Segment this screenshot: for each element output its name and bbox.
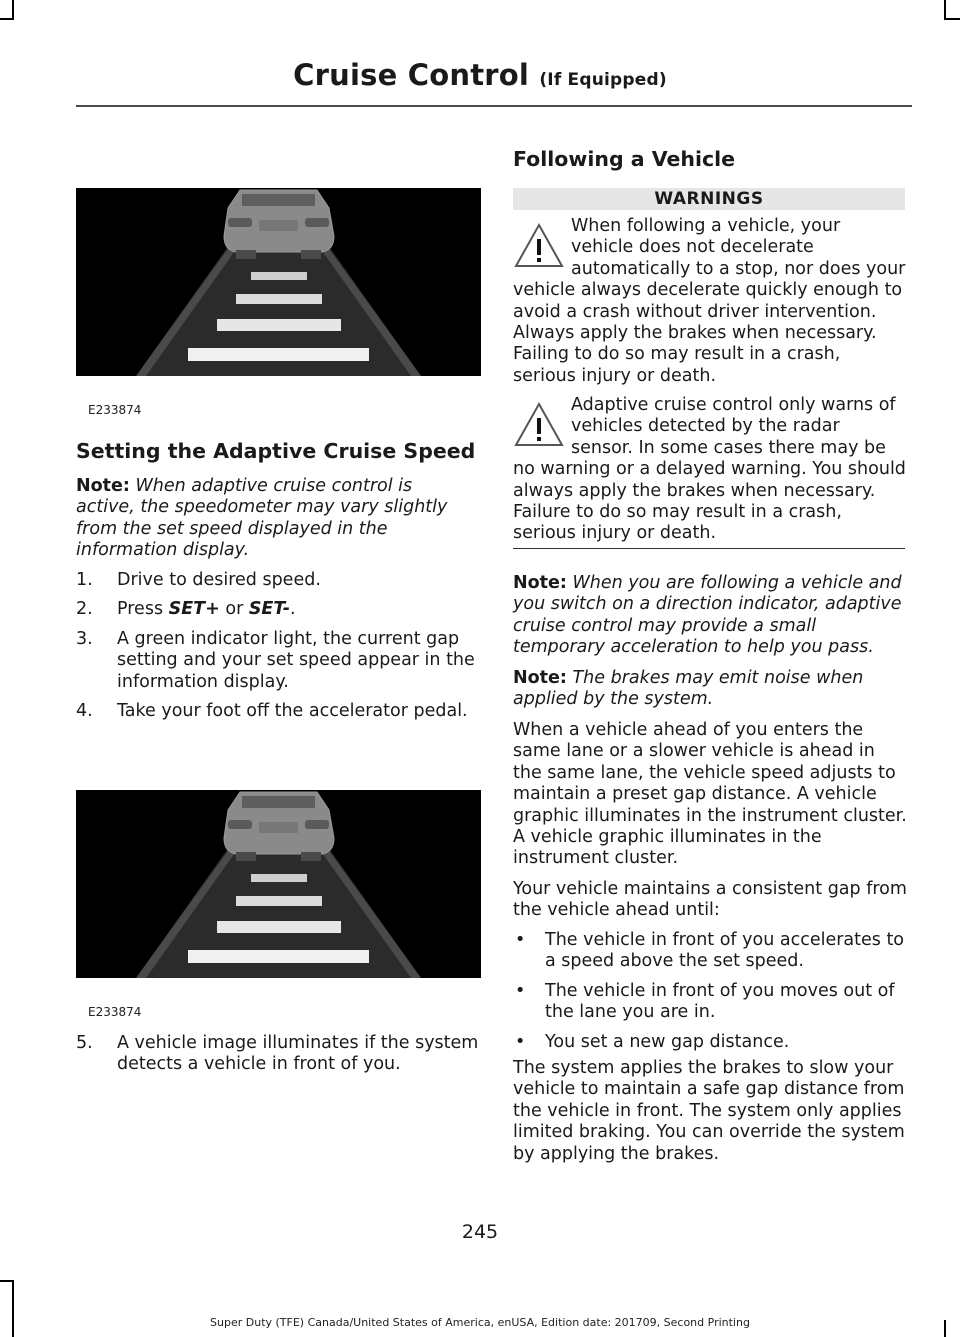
conditions-list [513,930,907,1061]
page-title [0,58,960,92]
note-label: Note: [76,476,130,496]
figure-code-1: E233874 [88,403,142,417]
warning-item [513,395,907,545]
crop-mark-top-left-v [12,0,14,20]
list-item: • The vehicle in front of you moves out of the lane you are in. [515,980,895,1023]
warning-item [513,216,907,387]
list-item: 2. Press SET+ or SET-. [76,599,296,620]
warning-triangle-icon [513,401,565,449]
note-direction-indicator: Note: When you are following a vehicle and you switch on a direction indicator, adaptive cruise control may provide a small temporary acceleration to help you pass. [513,573,902,658]
warnings-divider [513,548,905,549]
list-item: 3. A green indicator light, the current gap setting and your set speed appear in the information display. [76,628,475,692]
note-text: When adaptive cruise control is active, the speedometer may vary slightly from the set speed displayed in the information display. [76,476,448,561]
list-item: 1. Drive to desired speed. [76,570,321,590]
page-title-main: Cruise Control [293,58,530,92]
steps-list-continued [76,1033,486,1084]
page-title-sub: (If Equipped) [539,70,667,90]
warning-text: Adaptive cruise control only warns of vehicles detected by the radar sensor. In some cases there may be no warning or a delayed warning. You should always apply the brakes when necessary. Failure to do so may result in a crash, serious injury or death. [513,395,906,544]
cruise-display-figure-2 [76,790,481,978]
warnings-title: WARNINGS [513,188,905,210]
section-heading-setting-speed: Setting the Adaptive Cruise Speed [76,439,476,463]
list-item: 4. Take your foot off the accelerator pedal. [76,701,468,722]
figure-code-2: E233874 [88,1005,142,1019]
list-item: 5. A vehicle image illuminates if the system detects a vehicle in front of you. [76,1033,479,1075]
crop-mark-top-right-h [944,18,960,20]
cruise-display-figure-1 [76,188,481,376]
warning-triangle-icon [513,222,565,270]
crop-mark-bottom-left-h [0,1280,14,1282]
section-heading-following-vehicle: Following a Vehicle [513,147,736,171]
page-number: 245 [461,1221,499,1243]
crop-mark-top-right-v [944,0,946,20]
list-item: • The vehicle in front of you accelerates to a speed above the set speed. [515,930,905,972]
warning-text: When following a vehicle, your vehicle does not decelerate automatically to a stop, nor does your vehicle always decelerate quickly enough to avoid a crash without driver intervention. Always apply the brakes when necessary. Failing to do so may result in a crash, serious injury or death. [513,216,906,386]
header-rule [76,105,912,107]
note-brake-noise: Note: The brakes may emit noise when applied by the system. [513,668,864,710]
paragraph-braking: The system applies the brakes to slow your vehicle to maintain a safe gap distance from the vehicle in front. The system only applies limited braking. You can override the system by applying the brakes. [513,1058,905,1164]
set-plus-label: SET+ [168,599,220,620]
paragraph-consistent-gap: Your vehicle maintains a consistent gap from the vehicle ahead until: [513,879,907,921]
set-minus-label: SET- [248,599,291,620]
note-adaptive-speedometer [76,476,476,562]
footer-edition: Super Duty (TFE) Canada/United States of America, enUSA, Edition date: 201709, Second Printing [210,1316,750,1329]
paragraph-gap-distance: When a vehicle ahead of you enters the same lane or a slower vehicle is ahead in the same lane, the vehicle speed adjusts to maintain a preset gap distance. A vehicle graphic illuminates in the instrument cluster. A vehicle graphic illuminates in the instrument cluster. [513,720,907,869]
crop-mark-top-left-h [0,18,14,20]
steps-list [76,570,486,730]
list-item: • You set a new gap distance. [515,1031,790,1052]
